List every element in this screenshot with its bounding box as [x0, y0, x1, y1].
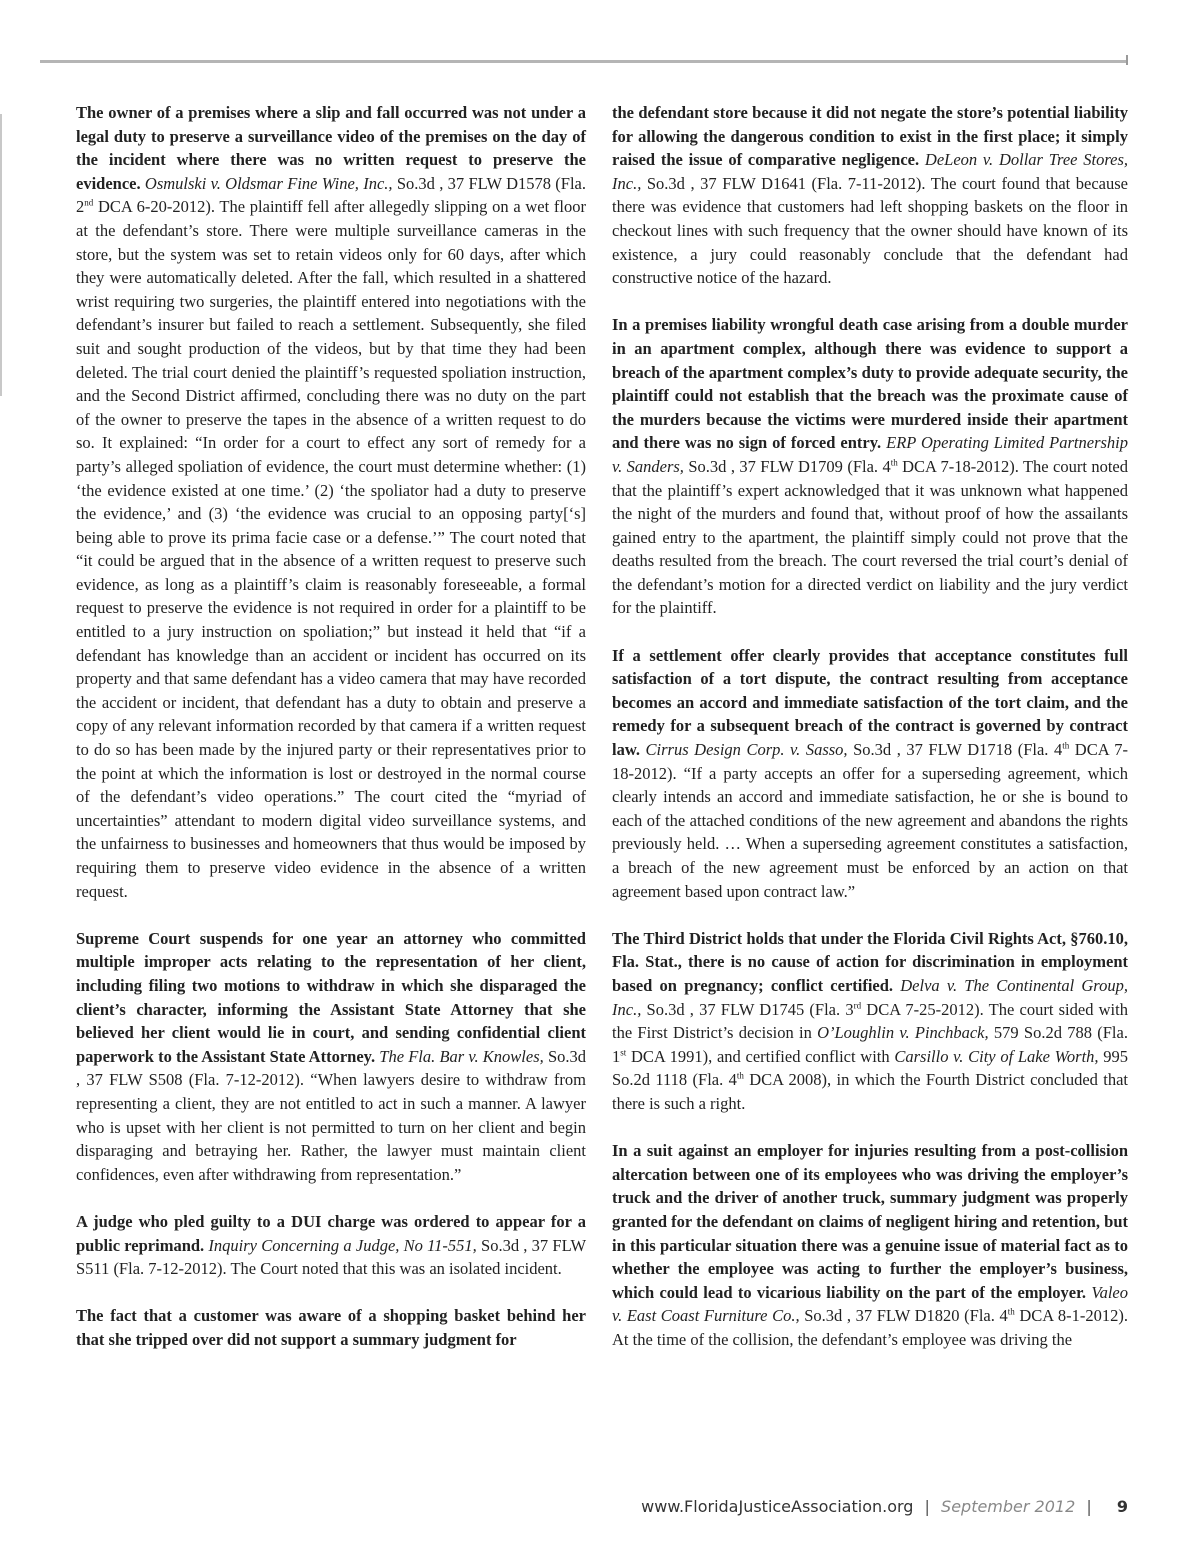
headnote: If a settlement offer clearly provides that acceptance constitutes full satisfaction of a tort dispute, the contract resulting from acceptance becomes an accord and immediate satisfaction of the tort claim, and the remedy for a subsequent breach of the contract is governed by contract law.: [612, 645, 1128, 760]
case-citation: Osmulski v. Oldsmar Fine Wine, Inc.,: [144, 173, 393, 193]
top-rule: [40, 60, 1128, 63]
page-number: 9: [1116, 1497, 1128, 1516]
footer-issue-date: September 2012: [941, 1497, 1076, 1516]
case-citation: DeLeon v. Dollar Tree Stores, Inc.,: [612, 150, 1129, 193]
left-column: [76, 101, 586, 1375]
footer-separator: |: [1086, 1497, 1092, 1516]
case-citation: Valeo v. East Coast Furniture Co.,: [612, 1282, 1129, 1326]
case-summary-valeo: In a suit against an employer for injuries resulting from a post-collision altercation between one of its employees who was driving the employer’s truck and the driver of another truck, summary judgment was properly granted for the defendant on claims of negligent hiring and retention, but in this particular situation there was a genuine issue of material fact as to whether the employee was acting to further the employer’s business, which could lead to vicarious liability on the part of the employer. Valeo v. East Coast Furniture Co., So.3d , 37 FLW D1820 (Fla. 4th DCA 8-1-2012). At the time of the collision, the defendant’s employee was driving the: [612, 1141, 1129, 1349]
headnote: The fact that a customer was aware of a shopping basket behind her that she tripped over did not support a summary judgment for: [76, 1306, 586, 1349]
footer-website-link[interactable]: www.FloridaJusticeAssociation.org: [641, 1497, 914, 1516]
case-summary-knowles: Supreme Court suspends for one year an attorney who committed multiple improper acts relating to the representation of her client, including filing two motions to withdraw in which she disparaged the client’s character, informing the Assistant State Attorney that she believed her client would lie in court, and sending confidential client paperwork to the Assistant State Attorney. The Fla. Bar v. Knowles, So.3d , 37 FLW S508 (Fla. 7-12-2012). “When lawyers desire to withdraw from representing a client, they are not entitled to act in such a manner. A lawyer who is upset with her client is not permitted to turn on her client and begin disparaging and betraying her. Rather, the lawyer must maintain client confidences, even after withdrawing from representation.”: [76, 928, 586, 1184]
headnote: the defendant store because it did not negate the store’s potential liability for allowing the dangerous condition to exist in the first place; it simply raised the issue of comparative negligence.: [612, 103, 1128, 170]
top-rule-tick: [1126, 55, 1128, 65]
headnote: The Third District holds that under the Florida Civil Rights Act, §760.10, Fla. Stat., there is no cause of action for discrimination in employment based on pregnancy; conflict certified.: [612, 928, 1128, 995]
footer-separator: |: [924, 1497, 930, 1516]
case-summary-delva: The Third District holds that under the Florida Civil Rights Act, §760.10, Fla. Stat., there is no cause of action for discrimination in employment based on pregnancy; conflict certified. Delva v. The Continental Group, Inc., So.3d , 37 FLW D1745 (Fla. 3rd DCA 7-25-2012). The court sided with the First District’s decision in O’Loughlin v. Pinchback, 579 So.2d 788 (Fla. 1st DCA 1991), and certified conflict with Carsillo v. City of Lake Worth, 995 So.2d 1118 (Fla. 4th DCA 2008), in which the Fourth District concluded that there is such a right.: [612, 928, 1129, 1113]
case-citation: O’Loughlin v. Pinchback,: [817, 1023, 989, 1043]
case-summary-judge-dui: A judge who pled guilty to a DUI charge was ordered to appear for a public reprimand. Inquiry Concerning a Judge, No 11-551, So.3d , 37 FLW S511 (Fla. 7-12-2012). The Court noted that this was an isolated incident.: [76, 1211, 587, 1279]
headnote: In a suit against an employer for injuries resulting from a post-collision altercation between one of its employees who was driving the employer’s truck and the driver of another truck, summary judgment was properly granted for the defendant on claims of negligent hiring and retention, but in this particular situation there was a genuine issue of material fact as to whether the employee was acting to further the employer’s business, which could lead to vicarious liability on the part of the employer.: [612, 1141, 1128, 1302]
headnote: Supreme Court suspends for one year an attorney who committed multiple improper acts relating to the representation of her client, including filing two motions to withdraw in which she disparaged the client’s character, informing the Assistant State Attorney that she believed her client would lie in court, and sending confidential client paperwork to the Assistant State Attorney.: [76, 928, 586, 1066]
headnote: In a premises liability wrongful death case arising from a double murder in an apartment complex, although there was evidence to support a breach of the apartment complex’s duty to provide adequate security, the plaintiff could not establish that the breach was the proximate cause of the murders because the victims were murdered inside their apartment and there was no sign of forced entry.: [612, 315, 1128, 453]
case-citation: The Fla. Bar v. Knowles,: [379, 1046, 544, 1066]
case-citation: Inquiry Concerning a Judge, No 11-551,: [208, 1235, 477, 1255]
case-summary-deleon-cont: the defendant store because it did not negate the store’s potential liability for allowing the dangerous condition to exist in the first place; it simply raised the issue of comparative negligence. DeLeon v. Dollar Tree Stores, Inc., So.3d , 37 FLW D1641 (Fla. 7-11-2012). The court found that because there was evidence that customers had left shopping baskets on the floor in checkout lines with such frequency that the owner should have known of its existence, a jury could reasonably conclude that the defendant had constructive notice of the hazard.: [612, 103, 1129, 288]
case-summary-deleon-start: [76, 1304, 586, 1351]
case-summary-osmulski: The owner of a premises where a slip and fall occurred was not under a legal duty to preserve a surveillance video of the premises on the day of the incident where there was no written request to preserve the evidence. Osmulski v. Oldsmar Fine Wine, Inc., So.3d , 37 FLW D1578 (Fla. 2nd DCA 6-20-2012). The plaintiff fell after allegedly slipping on a wet floor at the defendant’s store. There were multiple surveillance cameras in the store, but the system was set to retain videos only for 60 days, after which they were automatically deleted. After the fall, which resulted in a shattered wrist requiring two surgeries, the plaintiff entered into negotiations with the defendant’s insurer but failed to reach a settlement. Subsequently, she filed suit and sought production of the videos, but by that time they had been deleted. The trial court denied the plaintiff’s requested spoliation instruction, and the Second District affirmed, concluding there was no duty on the part of the owner to preserve the tapes in the absence of a written request to do so. It explained: “In order for a court to effect any sort of remedy for a party’s alleged spoliation of evidence, the court must determine whether: (1) ‘the evidence existed at one time.’ (2) ‘the spoliator had a duty to preserve the evidence,’ and (3) ‘the evidence was crucial to an opposing party[‘s] being able to prove its prima facie case or a defense.’” The court noted that “it could be argued that in the absence of a written request to preserve such evidence, as long as a plaintiff’s claim is reasonably foreseeable, a formal request to preserve the evidence is not required in order for a plaintiff to be entitled to a jury instruction on spoliation;” but instead it held that “if a defendant has knowledge than an accident or incident has occurred on its property and that same defendant has a video camera that may have recorded the accident or incident, that defendant has a duty to obtain and preserve a copy of any relevant information recorded by that camera if a written request to do so has been made by the injured party or their representatives prior to the point at which the information is lost or destroyed in the normal course of the defendant’s video operations.” The court cited the “myriad of uncertainties” attendant to modern digital video surveillance systems, and the unfairness to businesses and homeowners that thus would be imposed by requiring them to preserve video evidence in the absence of a written request.: [76, 103, 587, 901]
case-citation: Cirrus Design Corp. v. Sasso,: [645, 740, 848, 760]
case-summary-erp: In a premises liability wrongful death case arising from a double murder in an apartment complex, although there was evidence to support a breach of the apartment complex’s duty to provide adequate security, the plaintiff could not establish that the breach was the proximate cause of the murders because the victims were murdered inside their apartment and there was no sign of forced entry. ERP Operating Limited Partnership v. Sanders, So.3d , 37 FLW D1709 (Fla. 4th DCA 7-18-2012). The court noted that the plaintiff’s expert acknowledged that it was unknown what happened the night of the murders and found that, without proof of how the assailants gained entry to the apartment, the plaintiff simply could not prove that the deaths resulted from the breach. The court reversed the trial court’s denial of the defendant’s motion for a directed verdict on liability and the jury verdict for the plaintiff.: [612, 315, 1128, 618]
case-summary-cirrus: If a settlement offer clearly provides that acceptance constitutes full satisfaction of a tort dispute, the contract resulting from acceptance becomes an accord and immediate satisfaction of the tort claim, and the remedy for a subsequent breach of the contract is governed by contract law. Cirrus Design Corp. v. Sasso, So.3d , 37 FLW D1718 (Fla. 4th DCA 7-18-2012). “If a party accepts an offer for a superseding agreement, which clearly intends an accord and immediate satisfaction, he or she is bound to each of the attached conditions of the new agreement and abandons the rights previously held. … When a superseding agreement constitutes a satisfaction, a breach of the new agreement must be enforced by an action on that agreement based upon contract law.”: [612, 645, 1129, 901]
case-citation: ERP Operating Limited Partnership v. Sanders,: [612, 433, 1128, 476]
case-citation: Carsillo v. City of Lake Worth,: [894, 1046, 1099, 1066]
page-footer: [641, 1497, 1128, 1517]
left-edge-bar: [0, 114, 2, 396]
right-column: [612, 101, 1128, 1375]
headnote: A judge who pled guilty to a DUI charge was ordered to appear for a public reprimand.: [76, 1211, 586, 1255]
headnote: The owner of a premises where a slip and fall occurred was not under a legal duty to preserve a surveillance video of the premises on the day of the incident where there was no written request to preserve the evidence.: [76, 103, 586, 193]
case-citation: Delva v. The Continental Group, Inc.,: [612, 975, 1128, 1019]
